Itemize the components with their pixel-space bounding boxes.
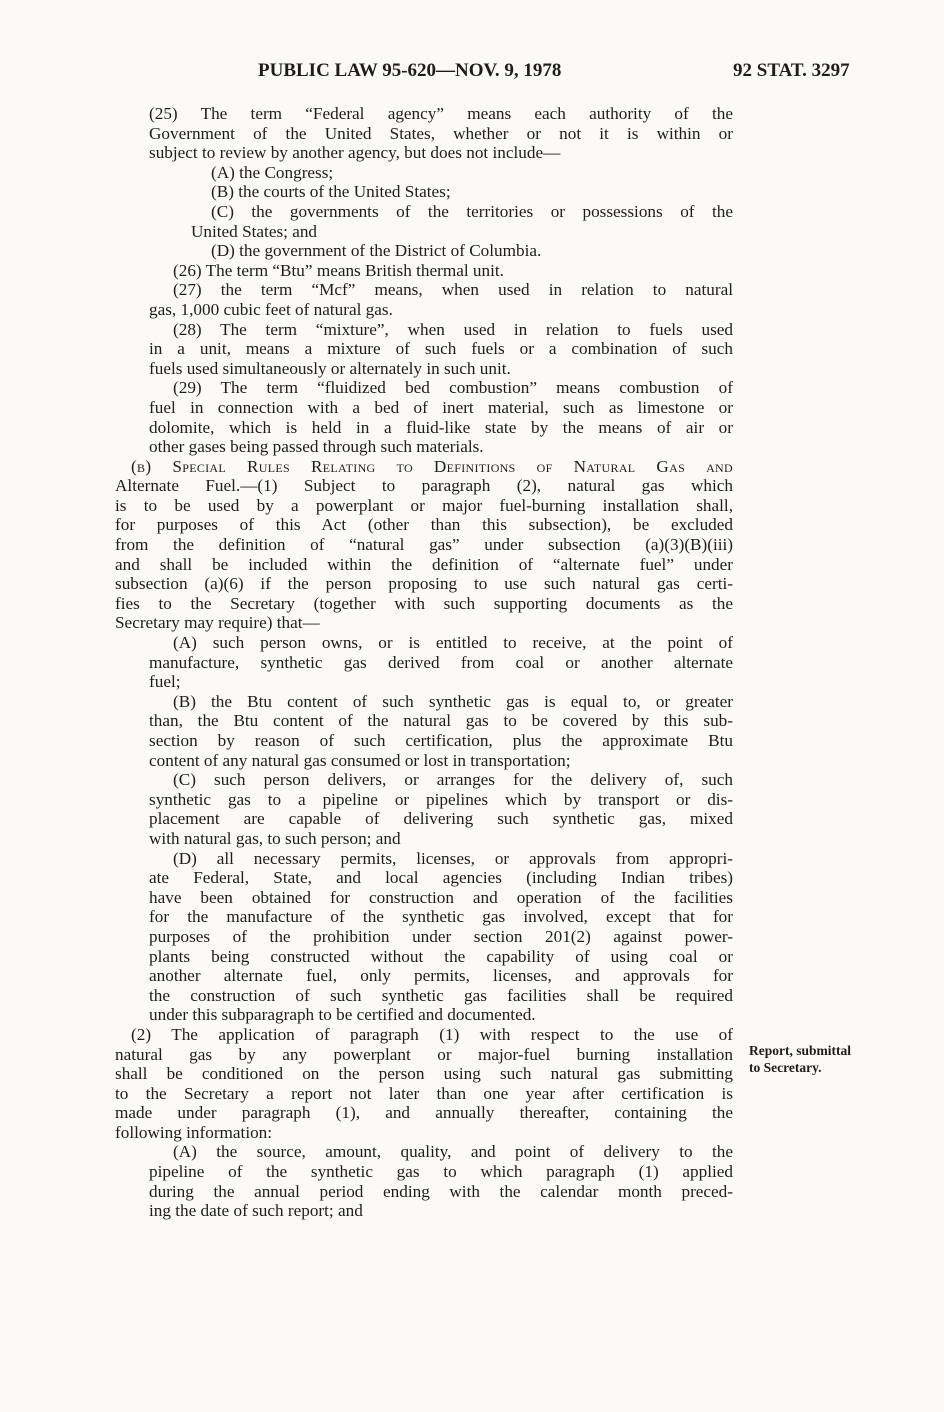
text-line: (C) the governments of the territories or possessions of the [211,201,733,221]
text-line: purposes of the prohibition under section 201(2) against power- [149,926,733,946]
text-line: (28) The term “mixture”, when used in relation to fuels used [173,319,733,339]
body-text [115,104,733,1221]
text-line: and shall be included within the definition of “alternate fuel” under [115,554,733,574]
text-line: gas, 1,000 cubic feet of natural gas. [149,299,393,319]
text-line: ate Federal, State, and local agencies (including Indian tribes) [149,868,733,888]
text-line: (b) Special Rules Relating to Definitions of Natural Gas and [131,456,733,476]
text-line: fies to the Secretary (together with such supporting documents as the [115,593,733,613]
text-line: to the Secretary a report not later than one year after certification is [115,1083,733,1103]
text-line: the construction of such synthetic gas facilities shall be required [149,985,733,1005]
text-line: fuels used simultaneously or alternately in such unit. [149,358,511,378]
text-line: than, the Btu content of the natural gas to be covered by this sub- [149,711,733,731]
text-line: pipeline of the synthetic gas to which paragraph (1) applied [149,1162,733,1182]
margin-note [749,1042,889,1076]
text-line: shall be conditioned on the person using such natural gas submitting [115,1064,733,1084]
text-line: is to be used by a powerplant or major fuel-burning installation shall, [115,495,733,515]
text-line: Government of the United States, whether or not it is within or [149,123,733,143]
text-line: fuel in connection with a bed of inert material, such as limestone or [149,397,733,417]
text-line: (D) the government of the District of Columbia. [211,241,542,261]
text-line: (29) The term “fluidized bed combustion” means combustion of [173,378,733,398]
text-line: another alternate fuel, only permits, licenses, and approvals for [149,966,733,986]
text-line: (2) The application of paragraph (1) with respect to the use of [131,1024,733,1044]
text-line: (A) such person owns, or is entitled to receive, at the point of [173,633,733,653]
statute-citation: 92 STAT. 3297 [733,60,850,81]
text-line: (A) the source, amount, quality, and point of delivery to the [173,1142,733,1162]
page-header [0,60,944,84]
text-line: following information: [115,1122,273,1142]
text-line: (25) The term “Federal agency” means each authority of the [149,104,733,123]
margin-note-line: to Secretary. [749,1060,822,1075]
text-line: manufacture, synthetic gas derived from coal or another alternate [149,652,733,672]
text-line: (A) the Congress; [211,162,334,182]
text-line: with natural gas, to such person; and [149,828,401,848]
text-line: from the definition of “natural gas” under subsection (a)(3)(B)(iii) [115,535,733,555]
text-line: United States; and [191,221,318,241]
text-line: section by reason of such certification, plus the approximate Btu [149,731,733,750]
text-line: natural gas by any powerplant or major-fuel burning installation [115,1044,733,1064]
text-line: ing the date of such report; and [149,1201,363,1221]
text-line: (D) all necessary permits, licenses, or approvals from appropri- [173,848,733,868]
text-line: (C) such person delivers, or arranges for the delivery of, such [173,770,733,790]
text-line: have been obtained for construction and operation of the facilities [149,887,733,907]
text-line: subject to review by another agency, but does not include— [149,143,561,163]
text-line: under this subparagraph to be certified and documented. [149,1005,536,1025]
law-title: PUBLIC LAW 95-620—NOV. 9, 1978 [258,60,562,81]
text-line: for purposes of this Act (other than this subsection), be excluded [115,515,733,535]
text-line: dolomite, which is held in a fluid-like state by the means of air or [149,417,733,437]
text-line: (26) The term “Btu” means British thermal unit. [173,260,504,280]
text-line: other gases being passed through such materials. [149,437,484,457]
text-line: during the annual period ending with the calendar month preced- [149,1181,733,1201]
text-line: synthetic gas to a pipeline or pipelines which by transport or dis- [149,789,733,809]
text-line: subsection (a)(6) if the person proposing to use such natural gas certi- [115,574,733,594]
text-line: (B) the courts of the United States; [211,182,451,202]
text-line: Secretary may require) that— [115,613,320,633]
text-line: (B) the Btu content of such synthetic gas is equal to, or greater [173,691,733,711]
margin-note-line: Report, submittal [749,1043,851,1058]
text-line: content of any natural gas consumed or lost in transportation; [149,750,571,770]
text-line: made under paragraph (1), and annually thereafter, containing the [115,1103,733,1123]
text-line: placement are capable of delivering such synthetic gas, mixed [149,809,733,829]
text-line: in a unit, means a mixture of such fuels or a combination of such [149,339,733,359]
text-line: fuel; [149,672,181,692]
text-line: plants being constructed without the capability of using coal or [149,946,733,966]
text-line: for the manufacture of the synthetic gas involved, except that for [149,907,733,927]
text-line: Alternate Fuel.—(1) Subject to paragraph (2), natural gas which [115,476,733,496]
text-line: (27) the term “Mcf” means, when used in relation to natural [173,280,733,300]
